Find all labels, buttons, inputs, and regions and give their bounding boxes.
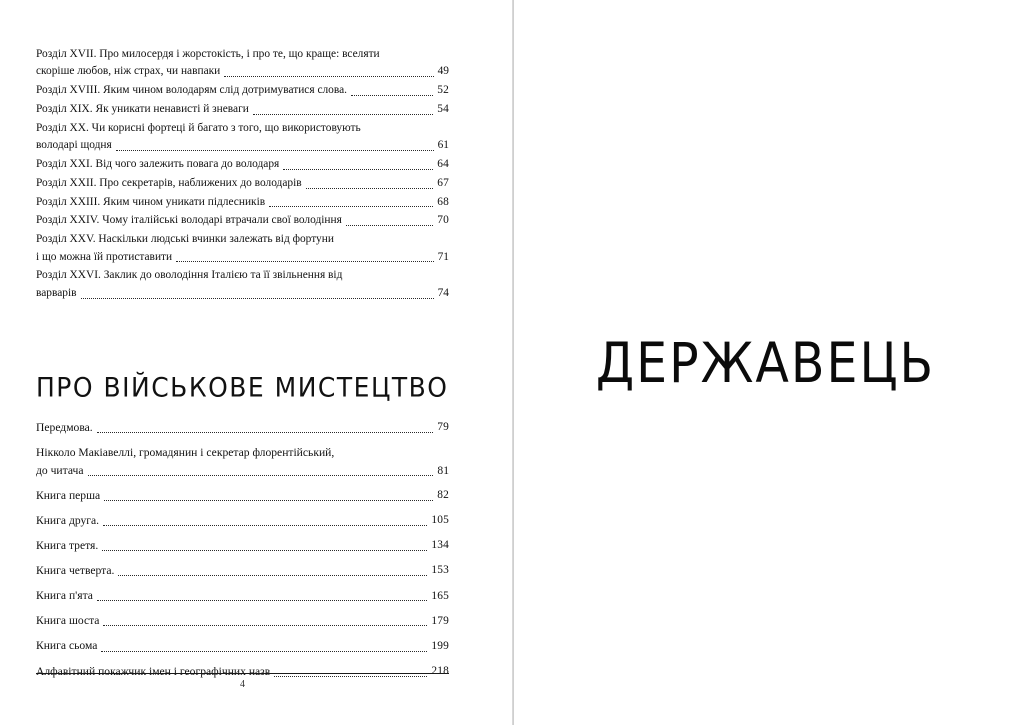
toc-page-number: 179: [431, 614, 449, 627]
toc-leader-dots: [116, 149, 434, 151]
toc-page-number: 153: [431, 564, 449, 577]
toc-entry-label: Розділ XXII. Про секретарів, наближених до володарів: [36, 176, 302, 189]
toc-entry-label: Розділ XX. Чи корисні фортеці й багато з того, що використовують: [36, 121, 361, 134]
toc-entry-label: Розділ XVIII. Яким чином володарям слід дотримуватися слова.: [36, 84, 348, 97]
toc-entry[interactable]: [36, 194, 449, 211]
toc-page-number: 81: [437, 463, 449, 477]
toc-entry[interactable]: [36, 487, 449, 505]
toc-leader-dots: [253, 113, 433, 115]
toc-page-number: 199: [431, 639, 449, 652]
toc-entry-label: Нікколо Макіавеллі, громадянин і секретар флорентійський,: [36, 446, 335, 460]
toc-page-number: 79: [437, 421, 449, 434]
toc-entry[interactable]: [36, 82, 449, 99]
toc-entry-label: Книга сьома: [36, 639, 98, 653]
toc-leader-dots: [224, 75, 433, 77]
toc-leader-dots: [351, 94, 433, 96]
toc-page-number: 70: [437, 214, 449, 227]
toc-entry-label: Книга друга.: [36, 513, 100, 527]
toc-entry-label-cont: і що можна їй протиставити: [36, 250, 173, 263]
toc-page-number: 165: [431, 589, 449, 602]
toc-page-number: 82: [437, 489, 449, 502]
toc-page-number: 218: [431, 664, 449, 677]
toc-entry-label: Передмова.: [36, 421, 93, 434]
folio-number: 4: [240, 679, 245, 690]
toc-entry-label: Розділ XXV. Наскільки людські вчинки залежать від фортуни: [36, 233, 334, 246]
toc-leader-dots: [283, 168, 433, 170]
half-title-heading: ДЕРЖАВЕЦЬ: [595, 331, 936, 396]
toc-entry[interactable]: [36, 231, 449, 266]
toc-entry[interactable]: [36, 587, 449, 605]
toc-page-number: 64: [437, 157, 449, 170]
toc-entry[interactable]: [36, 267, 449, 302]
toc-leader-dots: [346, 224, 433, 226]
toc-page-number: 67: [437, 176, 449, 189]
toc-entry-label: Розділ XVII. Про милосердя і жорстокість, і про те, що краще: вселяти: [36, 48, 380, 60]
toc-entry[interactable]: [36, 537, 449, 555]
toc-entry-label: Розділ XIX. Як уникати ненависті й зневаги: [36, 102, 249, 115]
toc-page-number: 54: [437, 102, 449, 115]
table-of-contents-part-two: [36, 344, 449, 688]
right-page: [513, 0, 1018, 725]
toc-leader-dots: [176, 260, 434, 262]
toc-entry-label-cont: до читача: [36, 463, 84, 477]
toc-entry-label: Розділ XXIV. Чому італійські володарі втрачали свої володіння: [36, 214, 342, 227]
toc-entry-label-cont: володарі щодня: [36, 139, 112, 152]
toc-leader-dots: [102, 549, 427, 551]
toc-entry-label: Алфавітний покажчик імен і географічних назв: [36, 664, 271, 678]
toc-entry-label: Книга третя.: [36, 539, 99, 553]
toc-entry[interactable]: [36, 419, 449, 437]
toc-entry-label-cont: варварів: [36, 286, 77, 299]
toc-entry[interactable]: [36, 175, 449, 192]
toc-leader-dots: [118, 574, 427, 576]
toc-entry-label: Книга п'ята: [36, 589, 93, 603]
toc-entry-label: Розділ XXIII. Яким чином уникати підлесників: [36, 195, 266, 208]
toc-page-number: 49: [437, 65, 449, 78]
toc-page-number: 105: [431, 514, 449, 527]
footer-rule: [36, 673, 449, 674]
toc-leader-dots: [101, 650, 427, 652]
toc-leader-dots: [306, 187, 434, 189]
toc-entry-label-cont: скоріше любов, ніж страх, чи навпаки: [36, 65, 221, 78]
toc-leader-dots: [97, 431, 433, 433]
toc-entry[interactable]: [36, 46, 449, 81]
section-title: ПРО ВІЙСЬКОВЕ МИСТЕЦТВО: [36, 371, 449, 403]
toc-leader-dots: [81, 297, 434, 299]
toc-entry-label: Книга четверта.: [36, 564, 115, 578]
toc-entry[interactable]: [36, 562, 449, 580]
toc-leader-dots: [269, 205, 433, 207]
toc-leader-dots: [104, 499, 433, 501]
toc-entry[interactable]: [36, 101, 449, 118]
toc-entry[interactable]: [36, 512, 449, 530]
toc-entry[interactable]: [36, 212, 449, 229]
toc-entry-label: Книга шоста: [36, 614, 100, 628]
toc-entry-label: Розділ XXVI. Заклик до оволодіння Італією та її звільнення від: [36, 269, 343, 282]
toc-page-number: 61: [437, 139, 449, 152]
toc-page-number: 134: [431, 539, 449, 552]
toc-entry-label: Розділ XXI. Від чого залежить повага до володаря: [36, 157, 280, 170]
toc-entry[interactable]: [36, 612, 449, 630]
toc-page-number: 71: [437, 250, 449, 263]
toc-entry[interactable]: [36, 637, 449, 655]
page-gutter-divider: [513, 0, 514, 725]
toc-leader-dots: [103, 624, 427, 626]
toc-leader-dots: [97, 599, 427, 601]
toc-entry[interactable]: [36, 444, 449, 479]
toc-page-number: 68: [437, 195, 449, 208]
toc-entry-label: Книга перша: [36, 488, 101, 502]
toc-page-number: 52: [437, 84, 449, 97]
toc-entry[interactable]: [36, 120, 449, 155]
table-of-contents-part-one: [36, 46, 449, 304]
page-footer: [36, 673, 449, 690]
toc-page-number: 74: [437, 286, 449, 299]
toc-entry[interactable]: [36, 156, 449, 173]
toc-leader-dots: [88, 474, 434, 476]
toc-leader-dots: [103, 524, 427, 526]
